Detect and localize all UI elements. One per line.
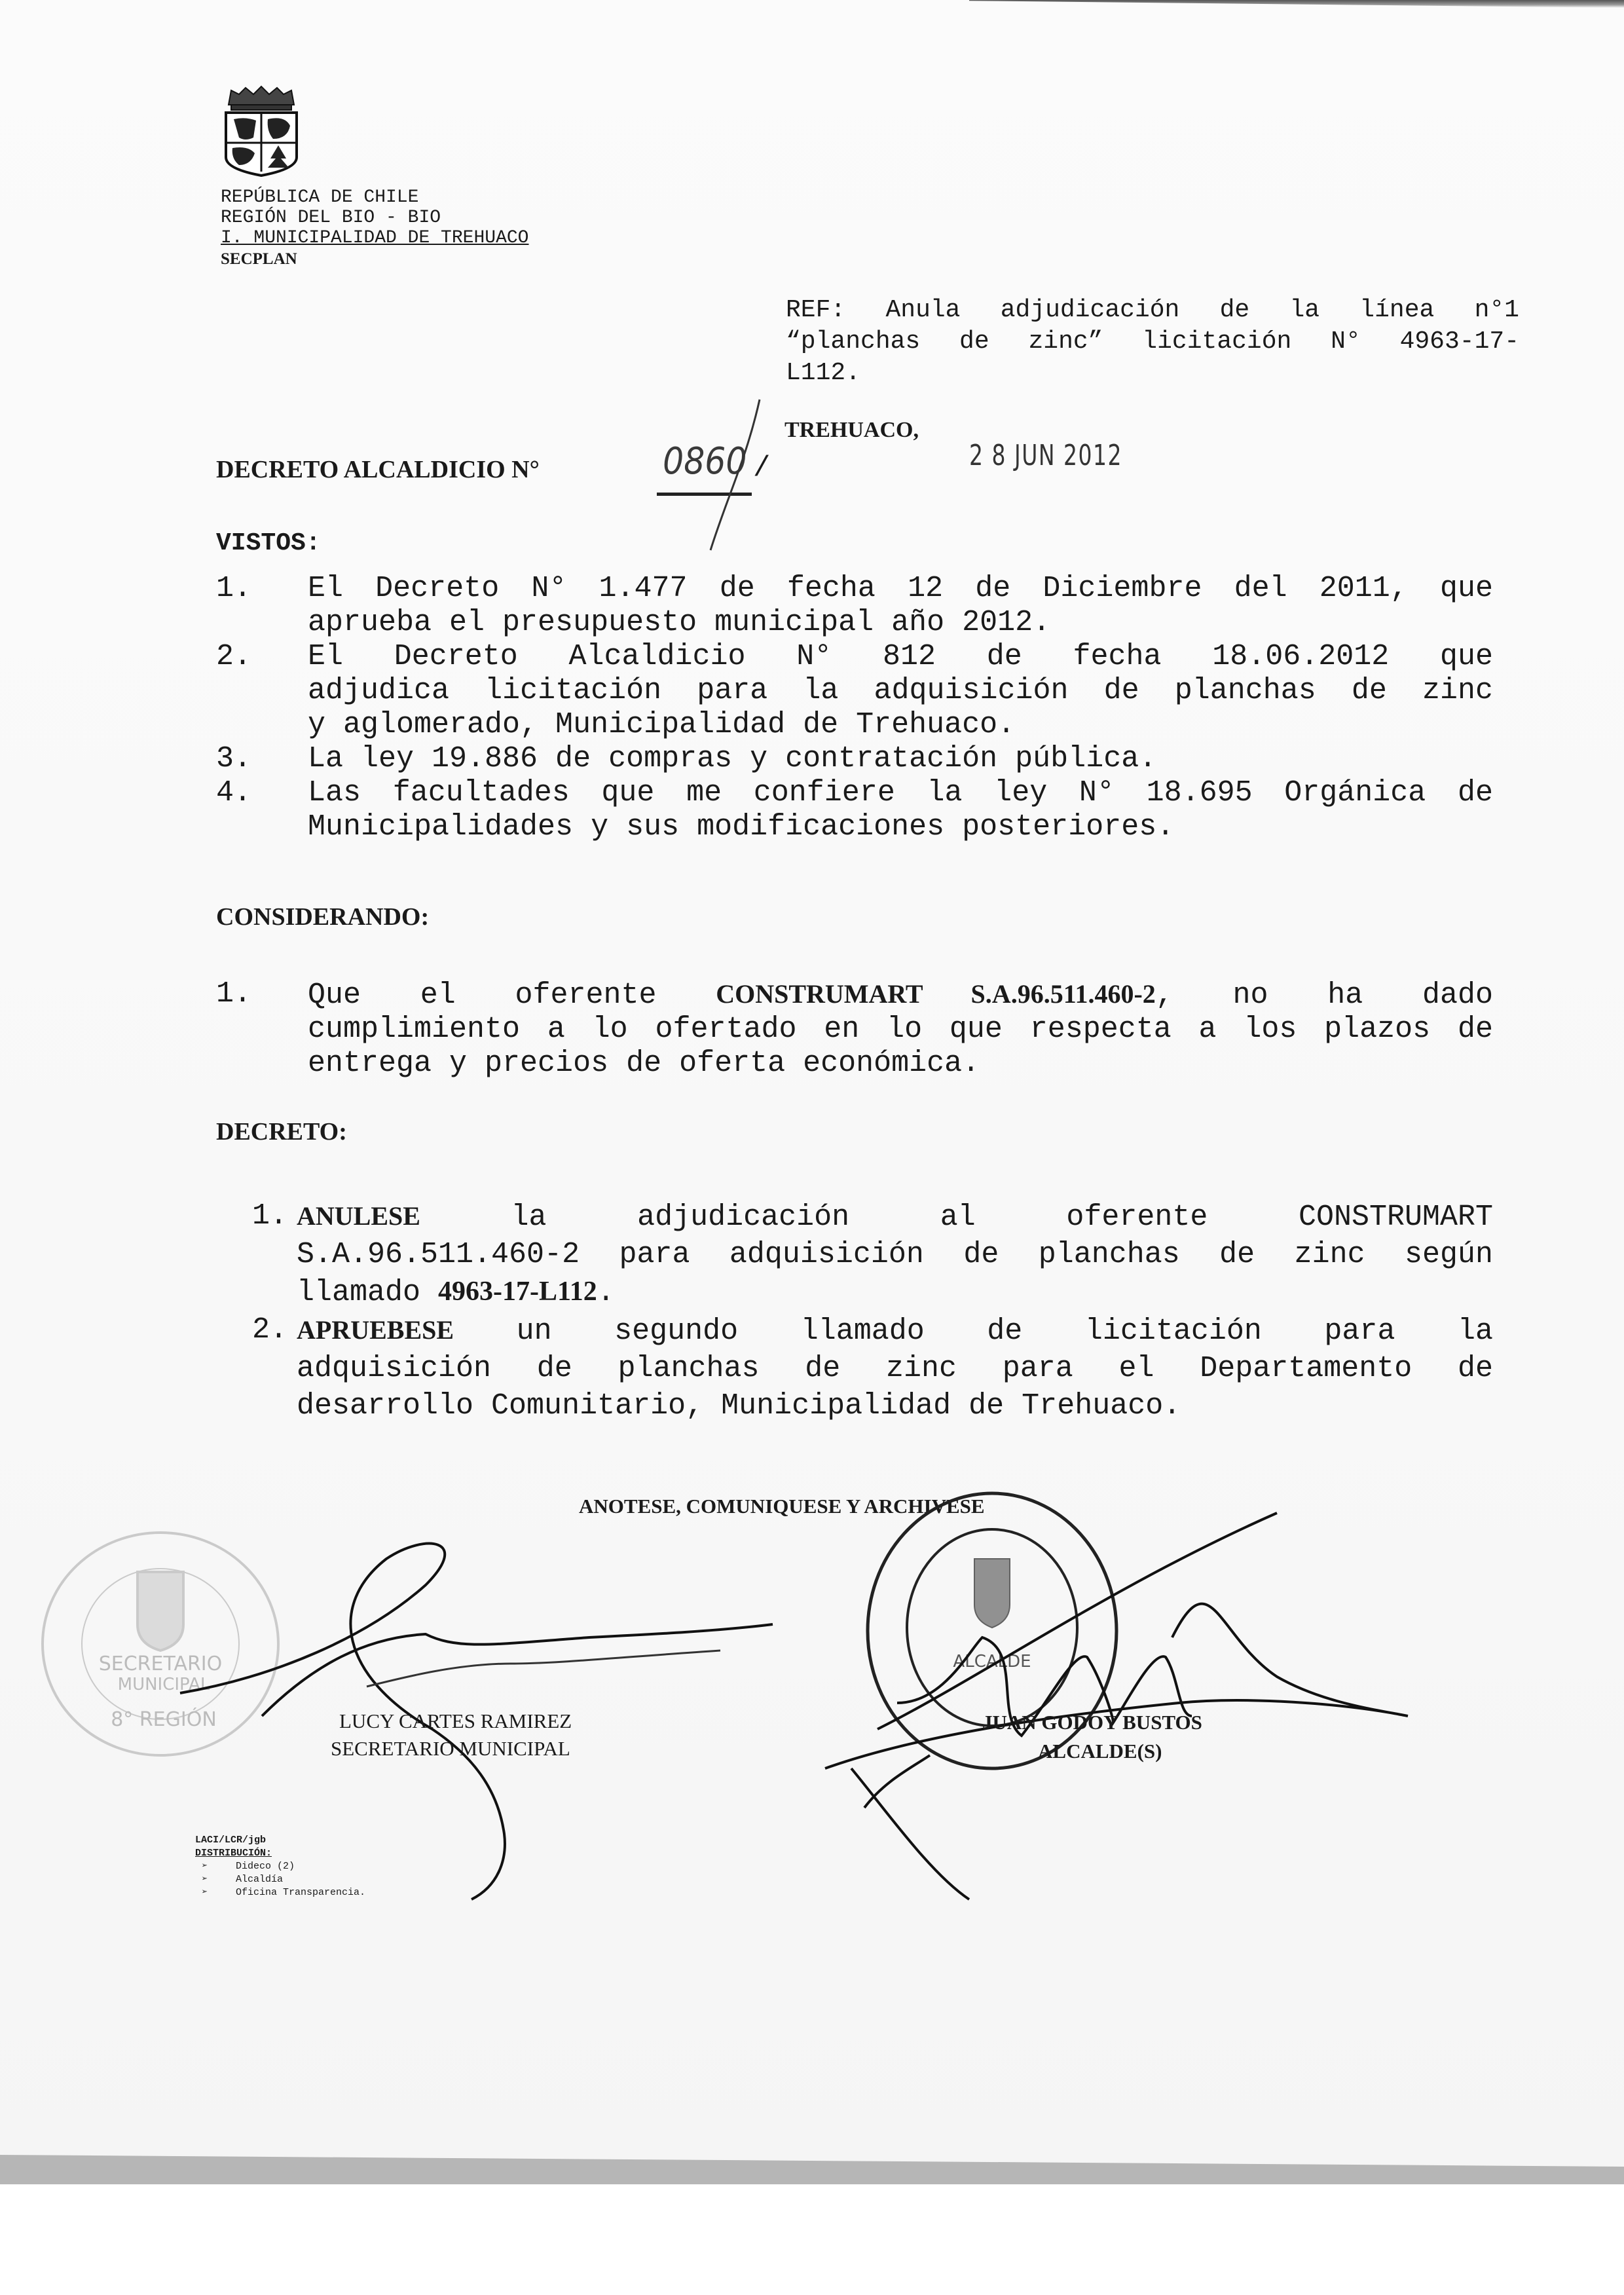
item-line: La ley 19.886 de compras y contratación pública.	[308, 742, 1157, 775]
item-line: aprueba el presupuesto municipal año 2012.	[308, 606, 1051, 639]
decreto-item	[252, 1197, 1493, 1311]
considerando-title: CONSIDERANDO:	[216, 903, 430, 931]
item-line: y aglomerado, Municipalidad de Trehuaco.	[308, 708, 1016, 741]
decree-number-underline	[657, 493, 752, 496]
vistos-list	[216, 572, 1493, 844]
item-text: llamado	[297, 1276, 439, 1309]
tender-code: 4963-17-L112	[438, 1277, 597, 1307]
reference-block	[786, 295, 1519, 389]
item-text: , no ha dado	[1155, 979, 1493, 1012]
item-line: El Decreto Alcaldicio N° 812 de fecha 18.06.2012 que	[308, 640, 1493, 673]
item-text: un segundo llamado de licitación para la	[454, 1315, 1493, 1348]
distribution-block	[195, 1834, 365, 1899]
item-line: El Decreto N° 1.477 de fecha 12 de Diciembre del 2011, que	[308, 572, 1493, 605]
item-line: Municipalidades y sus modificaciones posteriores.	[308, 810, 1175, 844]
item-line: entrega y precios de oferta económica.	[308, 1047, 980, 1080]
item-line	[297, 1273, 1493, 1311]
considerando-list	[216, 977, 1493, 1081]
vistos-title: VISTOS:	[216, 529, 321, 557]
item-number: 1.	[216, 977, 252, 1011]
item-text: .	[597, 1276, 615, 1309]
item-number: 2.	[252, 1313, 288, 1347]
distribution-item	[195, 1873, 365, 1886]
reference-line: “planchas de zinc” licitación N° 4963-17-	[786, 327, 1519, 356]
recipient: Oficina Transparencia.	[236, 1887, 366, 1898]
date-stamp: 2 8 JUN 2012	[969, 439, 1123, 472]
header-country: REPÚBLICA DE CHILE	[221, 187, 419, 208]
item-number: 1.	[216, 572, 252, 605]
secretary-stamp-center-1: SECRETARIO	[98, 1652, 223, 1675]
recipient: Alcaldía	[236, 1874, 284, 1885]
item-line: desarrollo Comunitario, Municipalidad de Trehuaco.	[297, 1389, 1181, 1423]
decree-title: DECRETO ALCALDICIO N°	[216, 456, 540, 483]
header-municipality: I. MUNICIPALIDAD DE TREHUACO	[221, 228, 529, 248]
item-line	[297, 1311, 1493, 1350]
reference-line: REF: Anula adjudicación de la línea n°1	[786, 296, 1519, 324]
mayor-name: JUAN GODOY BUSTOS	[982, 1711, 1202, 1734]
vistos-item	[216, 742, 1493, 776]
distribution-item	[195, 1860, 365, 1873]
company-name: CONSTRUMART S.A.96.511.460-2	[716, 979, 1156, 1009]
arrow-bullet-icon: ➢	[202, 1861, 208, 1872]
municipal-crest-icon	[219, 85, 303, 177]
distribution-title: DISTRIBUCIÓN:	[195, 1848, 272, 1859]
item-number: 1.	[252, 1199, 288, 1233]
decreto-item	[252, 1311, 1493, 1425]
vistos-item	[216, 776, 1493, 844]
handwritten-decree-number: 0860	[663, 440, 747, 483]
recipient: Dideco (2)	[236, 1861, 295, 1872]
decree-verb: ANULESE	[297, 1201, 420, 1231]
secretary-stamp-center-2: MUNICIPAL	[117, 1675, 210, 1694]
item-line: adquisición de planchas de zinc para el Departamento de	[297, 1352, 1493, 1385]
vistos-item	[216, 572, 1493, 640]
decreto-title: DECRETO:	[216, 1118, 347, 1146]
place-label: TREHUACO,	[784, 418, 919, 442]
vistos-item	[216, 640, 1493, 742]
distribution-item	[195, 1886, 365, 1899]
mayor-role: ALCALDE(S)	[1038, 1740, 1162, 1763]
initials: LACI/LCR/jgb	[195, 1835, 267, 1846]
item-number: 4.	[216, 776, 252, 810]
reference-line: L112.	[786, 359, 861, 387]
secretary-name: LUCY CARTES RAMIREZ	[339, 1709, 572, 1732]
secretary-role: SECRETARIO MUNICIPAL	[331, 1737, 570, 1760]
mayor-stamp-center: ALCALDE	[953, 1652, 1031, 1671]
considerando-item	[216, 977, 1493, 1081]
secretary-stamp-bottom: 8° REGIÓN	[111, 1708, 217, 1731]
decreto-list	[252, 1197, 1493, 1425]
item-line: cumplimiento a lo ofertado en lo que respecta a los plazos de	[308, 1013, 1493, 1046]
item-number: 3.	[216, 742, 252, 775]
item-line	[308, 977, 1493, 1013]
item-line: S.A.96.511.460-2 para adquisición de planchas de zinc según	[297, 1238, 1493, 1271]
item-line: Las facultades que me confiere la ley N° 18.695 Orgánica de	[308, 776, 1493, 810]
item-number: 2.	[216, 640, 252, 673]
decree-verb: APRUEBESE	[297, 1315, 454, 1345]
decree-slash: /	[753, 452, 771, 485]
item-line: adjudica licitación para la adquisición de planchas de zinc	[308, 674, 1493, 707]
header-region: REGIÓN DEL BIO - BIO	[221, 208, 441, 228]
item-line	[297, 1197, 1493, 1236]
item-text: Que el oferente	[308, 979, 716, 1012]
arrow-bullet-icon: ➢	[202, 1874, 208, 1885]
closing-formula: ANOTESE, COMUNIQUESE Y ARCHIVESE	[579, 1495, 985, 1518]
item-text: la adjudicación al oferente CONSTRUMART	[420, 1201, 1493, 1234]
arrow-bullet-icon: ➢	[202, 1887, 208, 1898]
header-department: SECPLAN	[221, 250, 297, 268]
